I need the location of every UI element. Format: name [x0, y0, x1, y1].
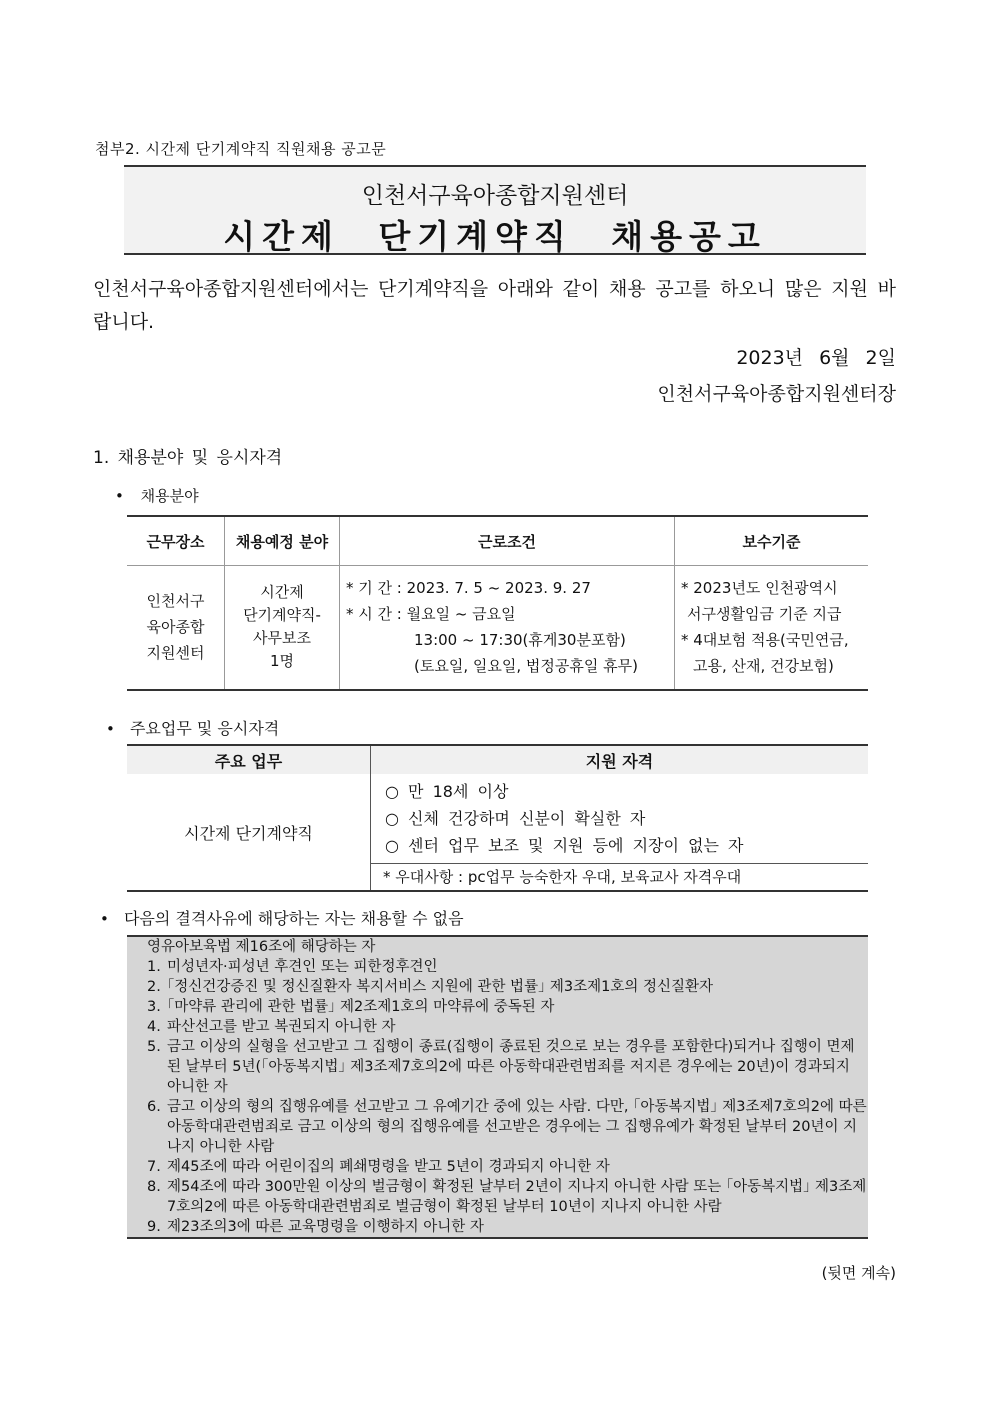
header-qualifications: 지원 자격 [371, 745, 869, 774]
qualifications-list [371, 774, 868, 863]
disqualification-list [147, 957, 868, 1237]
conditions-cell [340, 566, 675, 690]
list-item [147, 997, 868, 1017]
item-text: 제45조에 따라 어린이집의 폐쇄명령을 받고 5년이 경과되지 아니한 자 [167, 1159, 610, 1175]
workplace-line: 인천서구 [146, 592, 205, 611]
list-item [147, 1037, 868, 1097]
organization-title: 인천서구육아종합지원센터 [361, 183, 629, 209]
workplace-line: 지원센터 [146, 644, 205, 663]
item-number: 1. [147, 959, 161, 975]
workplace-cell [127, 566, 225, 690]
item-text: 제23조의3에 따른 교육명령을 이행하지 아니한 자 [167, 1219, 484, 1235]
bullet-icon: • [115, 487, 124, 505]
item-number: 3. [147, 999, 161, 1015]
table-header-row [127, 745, 868, 774]
bullet-duties [106, 716, 279, 739]
pay-cell [675, 566, 869, 690]
qualifications-cell [371, 774, 869, 891]
intro-paragraph: 인천서구육아종합지원센터에서는 단기계약직을 아래와 같이 채용 공고를 하오니 많은 지원 바랍니다. [93, 278, 896, 333]
item-text: ｢마약류 관리에 관한 법률｣ 제2조제1호의 마약류에 중독된 자 [167, 999, 555, 1015]
item-number: 4. [147, 1019, 161, 1035]
header-field: 채용예정 분야 [225, 516, 340, 566]
bullet-recruitment-field [115, 485, 199, 506]
item-text: 금고 이상의 실형을 선고받고 그 집행이 종료(집행이 종료된 것으로 보는 경우를 포함한다)되거나 집행이 면제된 날부터 5년(｢아동복지법｣ 제3조제7호의2에 따른 아동학대관련범죄를 저지른 경우에는 20년)이 경과되지 아니한 자 [167, 1039, 855, 1095]
announcement-date: 2023년 6월 2일 [736, 347, 896, 369]
item-number: 2. [147, 979, 161, 995]
field-line: 시간제 [260, 583, 304, 602]
item-text: 제54조에 따라 300만원 이상의 벌금형이 확정된 날부터 2년이 지나지 아니한 사람 또는 ｢아동복지법｣ 제3조제7호의2에 따른 아동학대관련범죄로 벌금형이 확정된 날부터 10년이 지나지 아니한 사람 [167, 1179, 867, 1215]
list-item [147, 957, 868, 977]
list-item [147, 1157, 868, 1177]
preference-note: * 우대사항 : pc업무 능숙한자 우대, 보육교사 자격우대 [371, 863, 868, 890]
list-item [147, 1217, 868, 1237]
disqualification-label: 다음의 결격사유에 해당하는 자는 채용할 수 없음 [123, 909, 464, 928]
section-heading: 1. 채용분야 및 응시자격 [93, 448, 283, 468]
header-duty: 주요 업무 [127, 745, 371, 774]
list-item [147, 977, 868, 997]
bullet-disqualification [100, 906, 464, 929]
item-number: 5. [147, 1039, 161, 1055]
list-item [147, 1097, 868, 1157]
item-text: 파산선고를 받고 복권되지 아니한 자 [167, 1019, 396, 1035]
duties-label: 주요업무 및 응시자격 [129, 719, 280, 738]
qualification-item: ○ 센터 업무 보조 및 지원 등에 지장이 없는 자 [385, 836, 744, 855]
disqualification-box [127, 935, 868, 1239]
table-row [127, 566, 868, 690]
item-number: 6. [147, 1099, 161, 1115]
field-line: 사무보조 [253, 629, 311, 648]
field-line: 1명 [269, 652, 295, 671]
page-title: 시간제 단기계약직 채용공고 [223, 217, 767, 256]
recruitment-field-label: 채용분야 [140, 487, 199, 505]
header-conditions: 근로조건 [340, 516, 675, 566]
pay-line: 서구생활임금 기준 지급 [687, 605, 842, 624]
qualification-item: ○ 만 18세 이상 [385, 782, 509, 801]
condition-line: * 기 간 : 2023. 7. 5 ~ 2023. 9. 27 [346, 579, 591, 598]
list-item [147, 1177, 868, 1217]
continued-note: (뒷면 계속) [821, 1264, 896, 1282]
duty-cell: 시간제 단기계약직 [127, 774, 371, 891]
item-number: 7. [147, 1159, 161, 1175]
pay-line: * 4대보험 적용(국민연금, [681, 631, 849, 650]
duties-table [127, 744, 868, 892]
item-number: 9. [147, 1219, 161, 1235]
condition-line: 13:00 ~ 17:30(휴게30분포함) [414, 631, 626, 650]
qualification-item: ○ 신체 건강하며 신분이 확실한 자 [385, 809, 646, 828]
table-row [127, 774, 868, 891]
recruitment-table [127, 515, 868, 691]
item-text: 미성년자·피성년 후견인 또는 피한정후견인 [167, 959, 438, 975]
workplace-line: 육아종합 [146, 618, 205, 637]
field-cell [225, 566, 340, 690]
pay-line: 고용, 산재, 건강보험) [693, 657, 834, 676]
item-text: 금고 이상의 형의 집행유예를 선고받고 그 유예기간 중에 있는 사람. 다만, ｢아동복지법｣ 제3조제7호의2에 따른 아동학대관련범죄로 금고 이상의 형의 집행유예를 선고받은 경우에는 그 집행유예가 확정된 날부터 20년이 지나지 아니한 사람 [167, 1099, 867, 1155]
condition-line: (토요일, 일요일, 법정공휴일 휴무) [414, 657, 638, 676]
header-pay: 보수기준 [675, 516, 869, 566]
bullet-icon: • [100, 910, 109, 928]
pay-line: * 2023년도 인천광역시 [681, 579, 838, 598]
field-line: 단기계약직- [243, 606, 321, 625]
title-box [124, 165, 866, 255]
item-text: ｢정신건강증진 및 정신질환자 복지서비스 지원에 관한 법률｣ 제3조제1호의 정신질환자 [167, 979, 714, 995]
condition-line: * 시 간 : 월요일 ~ 금요일 [346, 605, 516, 624]
table-header-row [127, 516, 868, 566]
header-workplace: 근무장소 [127, 516, 225, 566]
signer: 인천서구육아종합지원센터장 [657, 383, 896, 405]
item-number: 8. [147, 1179, 161, 1195]
list-item [147, 1017, 868, 1037]
disqualification-lead: 영유아보육법 제16조에 해당하는 자 [147, 939, 376, 955]
bullet-icon: • [106, 720, 115, 738]
attachment-label: 첨부2. 시간제 단기계약직 직원채용 공고문 [95, 140, 387, 158]
